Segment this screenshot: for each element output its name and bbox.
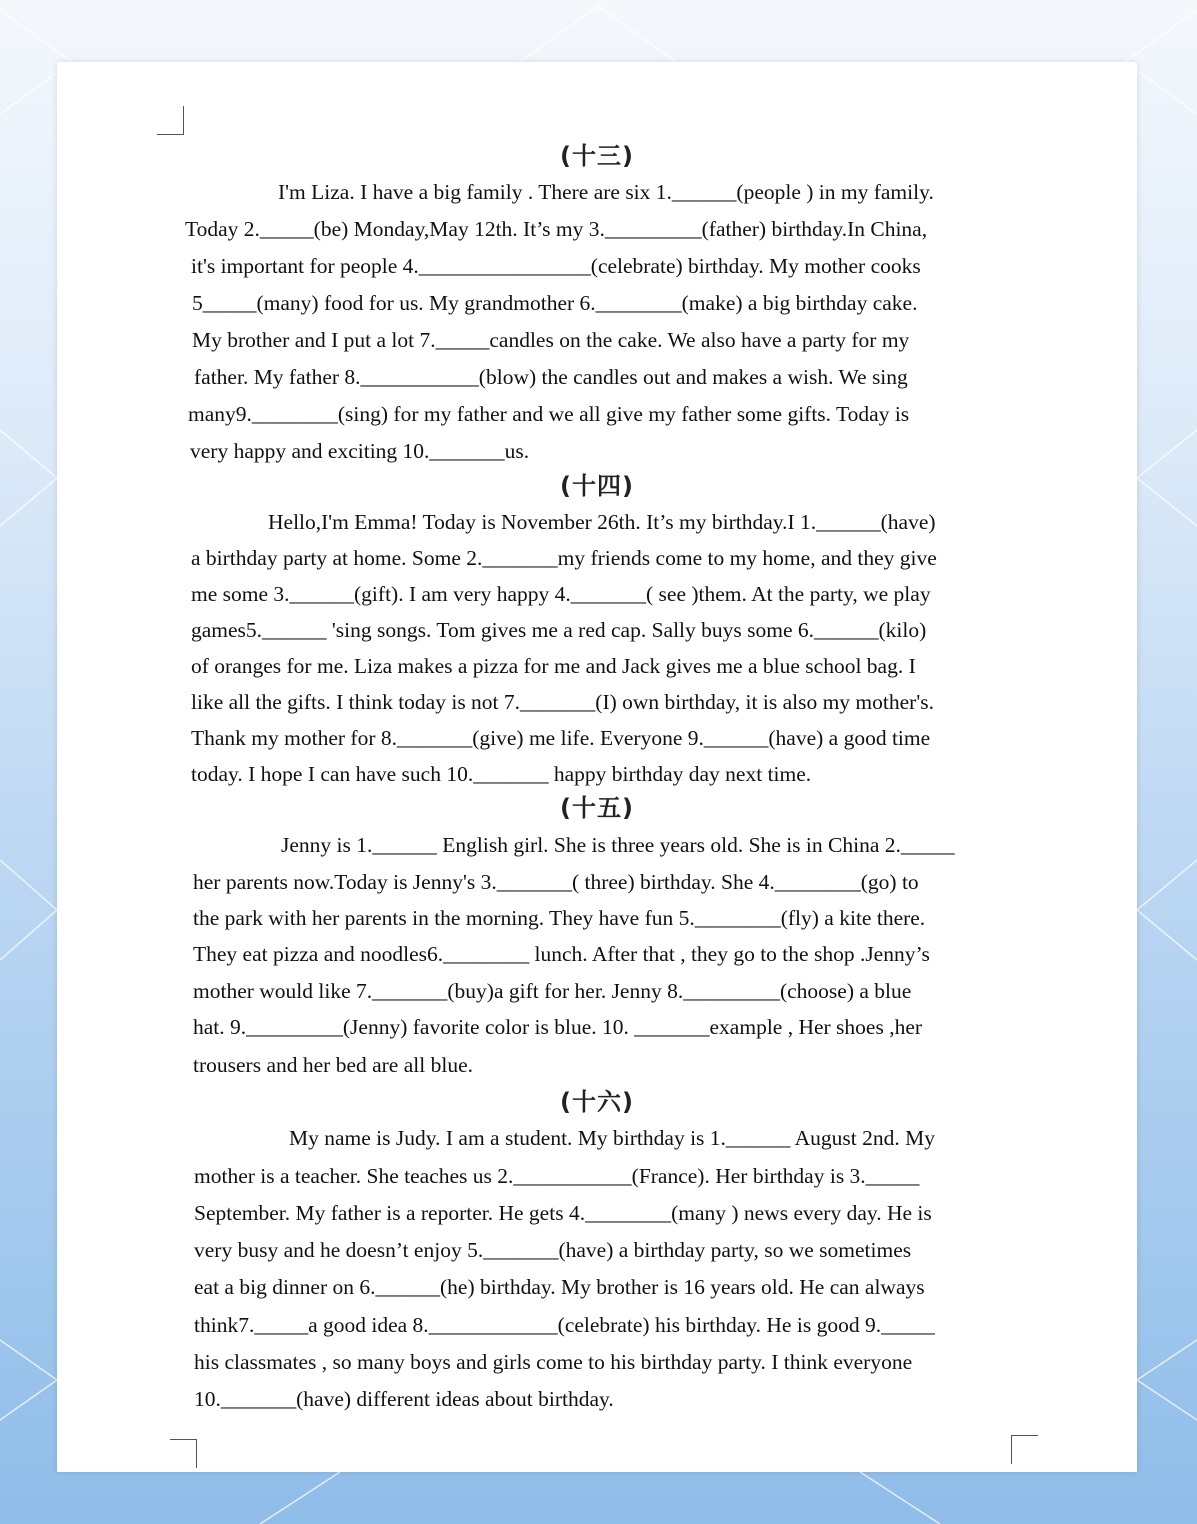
- passage-line: My name is Judy. I am a student. My birthday is 1.______ August 2nd. My: [289, 1126, 935, 1150]
- passage-line: Thank my mother for 8._______(give) me life. Everyone 9.______(have) a good time: [191, 726, 931, 750]
- passage-line: hat. 9._________(Jenny) favorite color is blue. 10. _______example , Her shoes ,her: [193, 1015, 923, 1039]
- document-page: [57, 62, 1137, 1472]
- passage-line: Today 2._____(be) Monday,May 12th. It’s my 3._________(father) birthday.In China,: [185, 217, 928, 241]
- passage-line: her parents now.Today is Jenny's 3._______( three) birthday. She 4.________(go) to: [193, 870, 919, 894]
- crop-mark-bottom-right: [1011, 1435, 1038, 1464]
- section-15: [57, 792, 1137, 1077]
- passage-line: think7._____a good idea 8.____________(celebrate) his birthday. He is good 9._____: [194, 1313, 935, 1337]
- passage-line: today. I hope I can have such 10._______ happy birthday day next time.: [191, 762, 812, 786]
- passage-line: 10._______(have) different ideas about birthday.: [194, 1387, 614, 1411]
- crop-mark-top-left: [157, 106, 184, 135]
- passage-line: like all the gifts. I think today is not 7._______(I) own birthday, it is also my mother's.: [191, 690, 934, 714]
- section-14: [57, 470, 1137, 786]
- passage-line: many9.________(sing) for my father and we all give my father some gifts. Today is: [188, 402, 910, 426]
- passage-line: They eat pizza and noodles6.________ lunch. After that , they go to the shop .Jenny’s: [193, 942, 930, 966]
- passage-line: September. My father is a reporter. He gets 4.________(many ) news every day. He is: [194, 1201, 932, 1225]
- passage-line: the park with her parents in the morning. They have fun 5.________(fly) a kite there.: [193, 906, 926, 930]
- passage-line: very busy and he doesn’t enjoy 5._______(have) a birthday party, so we sometimes: [194, 1238, 912, 1262]
- crop-mark-bottom-left: [170, 1439, 197, 1468]
- passage-line: father. My father 8.___________(blow) the candles out and makes a wish. We sing: [194, 365, 908, 389]
- section-title: (十五): [560, 794, 634, 822]
- section-13: [57, 140, 1137, 463]
- passage-line: 5_____(many) food for us. My grandmother 6.________(make) a big birthday cake.: [192, 291, 918, 315]
- section-title: (十六): [560, 1088, 634, 1116]
- passage-line: eat a big dinner on 6.______(he) birthday. My brother is 16 years old. He can always: [194, 1275, 925, 1299]
- passage-line: mother would like 7._______(buy)a gift for her. Jenny 8._________(choose) a blue: [193, 979, 912, 1003]
- passage-line: Jenny is 1.______ English girl. She is three years old. She is in China 2._____: [281, 833, 955, 857]
- passage-line: My brother and I put a lot 7._____candles on the cake. We also have a party for my: [192, 328, 910, 352]
- passage-line: mother is a teacher. She teaches us 2.___________(France). Her birthday is 3._____: [194, 1164, 920, 1188]
- passage-line: very happy and exciting 10._______us.: [190, 439, 530, 463]
- passage-line: of oranges for me. Liza makes a pizza for me and Jack gives me a blue school bag. I: [191, 654, 916, 678]
- passage-line: trousers and her bed are all blue.: [193, 1053, 473, 1077]
- passage-line: Hello,I'm Emma! Today is November 26th. It’s my birthday.I 1.______(have): [268, 510, 936, 534]
- passage-line: games5.______ 'sing songs. Tom gives me a red cap. Sally buys some 6.______(kilo): [191, 618, 927, 642]
- passage-line: his classmates , so many boys and girls come to his birthday party. I think everyone: [194, 1350, 913, 1374]
- section-title: (十四): [560, 472, 634, 500]
- section-title: (十三): [560, 142, 634, 170]
- passage-line: it's important for people 4.________________(celebrate) birthday. My mother cooks: [191, 254, 921, 278]
- passage-line: a birthday party at home. Some 2._______my friends come to my home, and they give: [191, 546, 937, 570]
- passage-line: I'm Liza. I have a big family . There are six 1.______(people ) in my family.: [278, 180, 934, 204]
- section-16: [57, 1086, 1137, 1411]
- passage-line: me some 3.______(gift). I am very happy 4._______( see )them. At the party, we play: [191, 582, 931, 606]
